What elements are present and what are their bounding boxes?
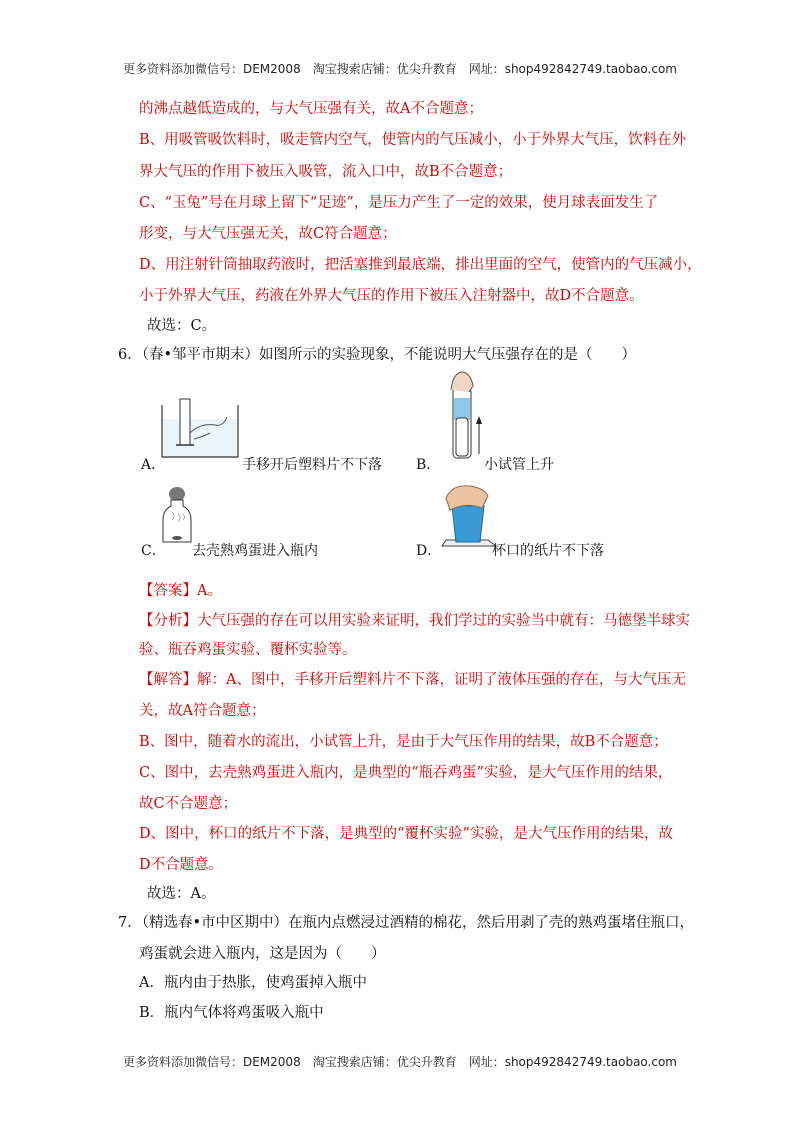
option-b-text: 小试管上升 <box>484 457 554 473</box>
q6-solution-6: D、图中，杯口的纸片不下落，是典型的“覆杯实验”实验，是大气压作用的结果，故 <box>139 826 673 842</box>
q6-solution-3: B、图中，随着水的流出，小试管上升，是由于大气压作用的结果，故B不合题意； <box>139 734 668 750</box>
q6-choice: 故选：A。 <box>147 886 216 902</box>
page-footer: 更多资料添加微信号：DEM2008 淘宝搜索店铺：优尖升教育 网址：shop492842749.taobao.com <box>122 1055 677 1069</box>
q6-solution-7: D不合题意。 <box>139 857 224 873</box>
prev-line-1: 的沸点越低造成的，与大气压强有关，故A不合题意； <box>139 101 483 117</box>
page-header: 更多资料添加微信号：DEM2008 淘宝搜索店铺：优尖升教育 网址：shop492842749.taobao.com <box>122 62 677 76</box>
prev-line-7: 小于外界大气压，药液在外界大气压的作用下被压入注射器中，故D不合题意。 <box>139 288 644 304</box>
option-a-letter: A． <box>141 457 166 473</box>
figure-a-beaker <box>160 395 240 463</box>
prev-choice: 故选：C。 <box>147 318 217 334</box>
option-d-letter: D． <box>416 543 442 559</box>
q6-stem: 6．（春•邹平市期末）如图所示的实验现象，不能说明大气压强存在的是（ ） <box>118 347 637 363</box>
option-a-text: 手移开后塑料片不下落 <box>242 457 382 473</box>
q7-stem-2: 鸡蛋就会进入瓶内，这是因为（ ） <box>139 946 386 962</box>
prev-line-4: C、“玉兔”号在月球上留下“足迹”，是压力产生了一定的效果，使月球表面发生了 <box>139 195 659 211</box>
q6-solution-2: 关，故A符合题意； <box>139 703 266 719</box>
option-d-text: 杯口的纸片不下落 <box>492 543 604 559</box>
prev-line-2: B、用吸管吸饮料时，吸走管内空气，使管内的气压减小，小于外界大气压，饮料在外 <box>139 132 687 148</box>
prev-line-3: 界大气压的作用下被压入吸管，流入口中，故B不合题意； <box>139 164 513 180</box>
figure-c-bottle-egg <box>160 486 194 546</box>
q6-solution-1: 【解答】解：A、图中，手移开后塑料片不下落，证明了液体压强的存在，与大气压无 <box>139 672 686 688</box>
prev-line-5: 形变，与大气压强无关，故C符合题意； <box>139 226 397 242</box>
q7-option-a: A．瓶内由于热胀，使鸡蛋掉入瓶中 <box>139 975 367 991</box>
q6-answer: 【答案】A。 <box>139 583 222 599</box>
figure-b-tubes <box>447 368 487 460</box>
q6-analysis-1: 【分析】大气压强的存在可以用实验来证明，我们学过的实验当中就有：马德堡半球实 <box>139 613 690 629</box>
q7-option-b: B．瓶内气体将鸡蛋吸入瓶中 <box>139 1005 324 1021</box>
option-c-text: 去壳熟鸡蛋进入瓶内 <box>192 543 318 559</box>
q6-analysis-2: 验、瓶吞鸡蛋实验、覆杯实验等。 <box>139 642 357 658</box>
option-c-letter: C． <box>141 543 166 559</box>
figure-d-cup-paper <box>440 482 496 548</box>
prev-line-6: D、用注射针筒抽取药液时，把活塞推到最底端，排出里面的空气，使管内的气压减小， <box>139 257 702 273</box>
option-b-letter: B． <box>416 457 441 473</box>
q6-solution-5: 故C不合题意； <box>139 796 238 812</box>
q6-solution-4: C、图中，去壳熟鸡蛋进入瓶内，是典型的“瓶吞鸡蛋”实验，是大气压作用的结果， <box>139 765 673 781</box>
q7-stem-1: 7．（精选春•市中区期中）在瓶内点燃浸过酒精的棉花，然后用剥了壳的熟鸡蛋堵住瓶口， <box>118 915 695 931</box>
